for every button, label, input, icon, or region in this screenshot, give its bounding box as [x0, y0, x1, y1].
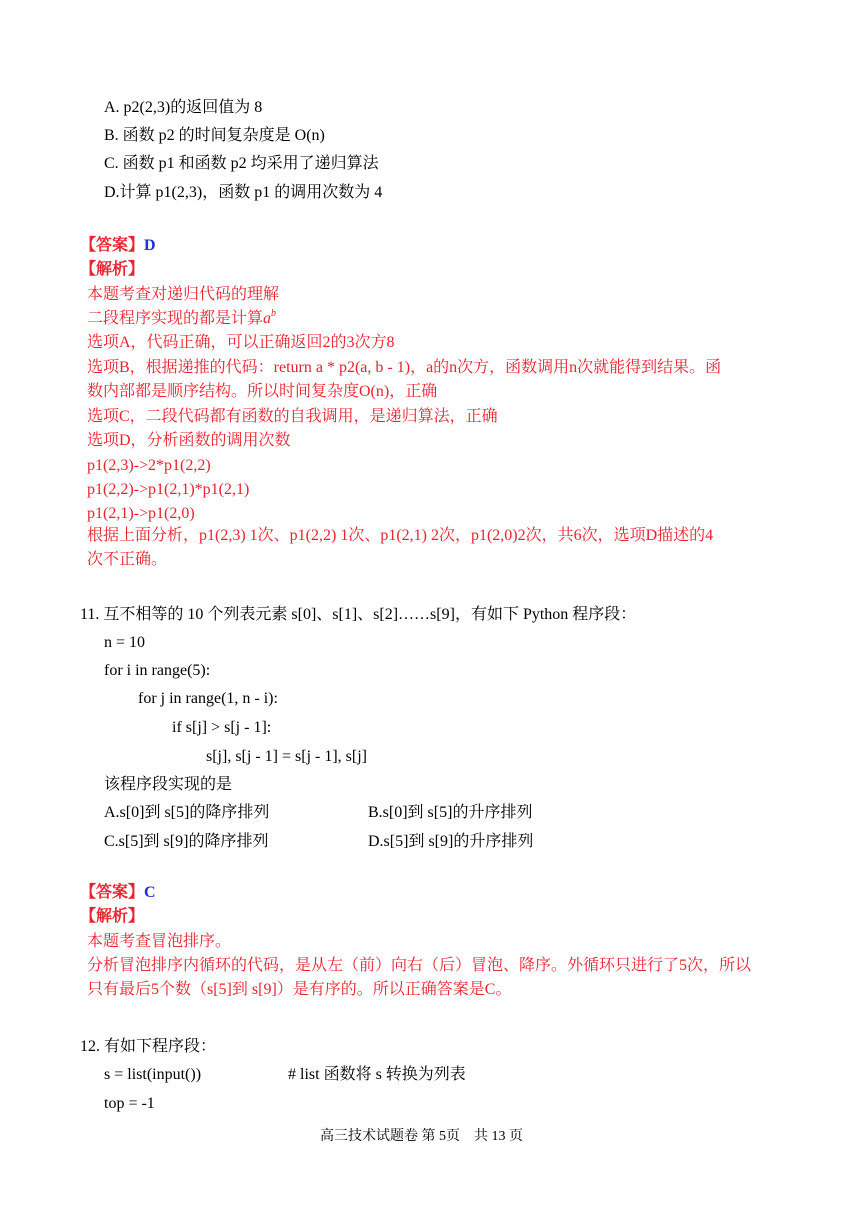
q10-analysis-line: 选项D，分析函数的调用次数	[87, 432, 291, 449]
q12-code-line: top = -1	[104, 1095, 155, 1112]
q10-analysis-label: 【解析】	[80, 261, 145, 278]
q10-analysis-line: p1(2,1)->p1(2,0)	[87, 505, 195, 522]
q12-code-comment: # list 函数将 s 转换为列表	[288, 1066, 466, 1083]
q11-answer	[80, 882, 156, 904]
q10-analysis-line: p1(2,3)->2*p1(2,2)	[87, 457, 211, 474]
q12-code-line: s = list(input())	[104, 1066, 202, 1083]
q10-option-a: A. p2(2,3)的返回值为 8	[104, 99, 263, 116]
page-footer: 高三技术试题卷 第 5页 共 13 页	[320, 1129, 523, 1144]
q10-analysis-line: 数内部都是顺序结构。所以时间复杂度O(n)，正确	[87, 383, 438, 400]
answer-label: 【答案】	[80, 884, 145, 901]
q11-option-b: B.s[0]到 s[5]的升序排列	[368, 804, 533, 821]
q11-code-line: s[j], s[j - 1] = s[j - 1], s[j]	[206, 748, 367, 765]
answer-label: 【答案】	[80, 237, 145, 254]
q10-analysis-line: 二段程序实现的都是计算$a^b$	[87, 308, 277, 327]
q10-analysis-line: 选项B，根据递推的代码：return a * p2(a, b - 1)，a的n次方，函数调用n次就能得到结果。函	[87, 359, 722, 376]
q10-analysis-line: 根据上面分析，p1(2,3) 1次、p1(2,2) 1次、p1(2,1) 2次，p1(2,0)2次，共6次，选项D描述的4	[87, 527, 714, 544]
q10-option-b: B. 函数 p2 的时间复杂度是 O(n)	[104, 127, 325, 144]
formula-exponent: b	[271, 308, 277, 319]
q11-analysis-line: 本题考查冒泡排序。	[87, 933, 232, 950]
q10-analysis-line: p1(2,2)->p1(2,1)*p1(2,1)	[87, 481, 250, 498]
q11-option-d: D.s[5]到 s[9]的升序排列	[368, 833, 534, 850]
q11-code-line: for j in range(1, n - i):	[138, 690, 278, 707]
q11-analysis-label: 【解析】	[80, 908, 145, 925]
formula-base: a	[263, 310, 272, 327]
q11-analysis-line: 只有最后5个数（s[5]到 s[9]）是有序的。所以正确答案是C。	[87, 981, 512, 998]
q11-code-line: if s[j] > s[j - 1]:	[172, 719, 272, 736]
q11-code-line: for i in range(5):	[104, 662, 211, 679]
q11-option-c: C.s[5]到 s[9]的降序排列	[104, 833, 269, 850]
q11-stem: 11. 互不相等的 10 个列表元素 s[0]、s[1]、s[2]……s[9]，有如下 Python 程序段：	[80, 606, 637, 623]
answer-value: C	[144, 884, 156, 901]
q10-analysis-line: 次不正确。	[87, 551, 168, 568]
q10-option-d: D.计算 p1(2,3)，函数 p1 的调用次数为 4	[104, 184, 383, 201]
q10-answer	[80, 235, 156, 257]
q12-stem: 12. 有如下程序段：	[80, 1038, 217, 1055]
q10-option-c: C. 函数 p1 和函数 p2 均采用了递归算法	[104, 155, 379, 172]
q11-prompt: 该程序段实现的是	[104, 776, 233, 793]
answer-value: D	[144, 237, 156, 254]
q11-analysis-line: 分析冒泡排序内循环的代码，是从左（前）向右（后）冒泡、降序。外循环只进行了5次，所以	[87, 957, 752, 974]
q11-code-line: n = 10	[104, 634, 146, 651]
q11-option-a: A.s[0]到 s[5]的降序排列	[104, 804, 270, 821]
q10-analysis-line: 选项C，二段代码都有函数的自我调用，是递归算法，正确	[87, 408, 498, 425]
q10-analysis-line: 本题考查对递归代码的理解	[87, 286, 280, 303]
q10-analysis-line: 选项A，代码正确，可以正确返回2的3次方8	[87, 334, 395, 351]
